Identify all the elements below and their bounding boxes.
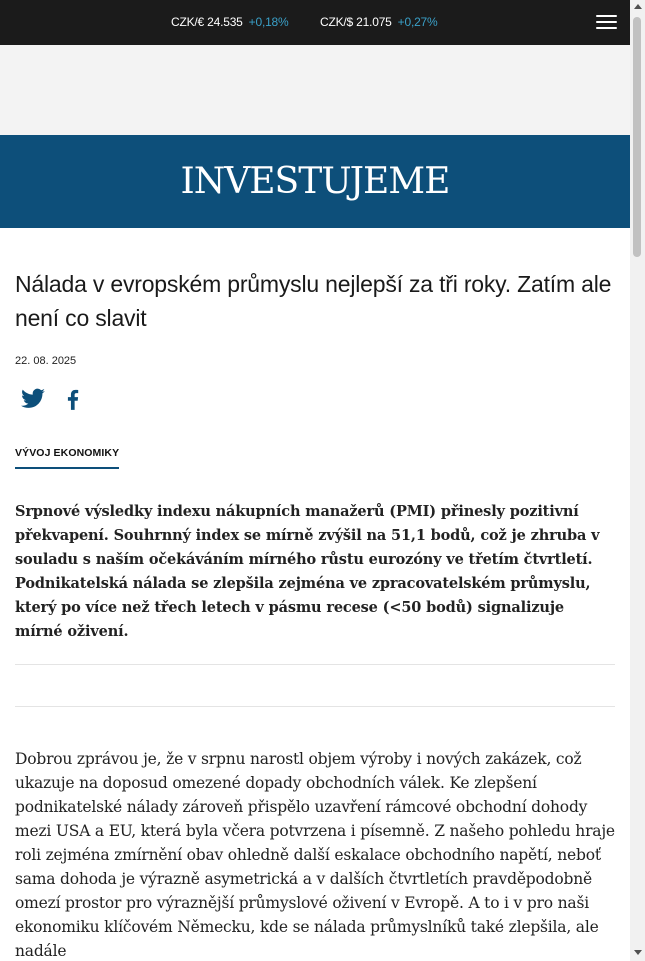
ticker-pair: CZK/€ 24.535 <box>171 15 243 29</box>
article-lead: Srpnové výsledky indexu nákupních manažerů (PMI) přinesly pozitivní překvapení. Souhrnný index se mírně zvýšil na 51,1 bodů, což je zhruba v souladu s naším očekáváním mírného růstu eurozóny ve třetím čtvrtletí. Podnikatelská nálada se zlepšila zejména ve zpracovatelském průmyslu, který po více než třech letech v pásmu recese (<50 bodů) signalizuje mírné oživení. <box>15 503 600 640</box>
article-body: Dobrou zprávou je, že v srpnu narostl objem výroby i nových zakázek, což ukazuje na doposud omezené dopady obchodních válek. Ke zlepšení podnikatelské nálady zároveň přispělo uzavření rámcové obchodní dohody mezi USA a EU, která byla včera potvrzena i písemně. Z našeho pohledu hraje roli zejména zmírnění obav ohledně další eskalace obchodního napětí, neboť sama dohoda je výrazně asymetrická a v dalších čtvrtletích pravděpodobně omezí prostor pro výraznější průmyslové oživení v Evropě. A to i v pro naši ekonomiku klíčovém Německu, kde se nálada průmyslníků také zlepšila, ale nadále <box>15 750 615 960</box>
ad-placeholder <box>0 45 630 135</box>
ticker-pair: CZK/$ 21.075 <box>320 15 392 29</box>
article-title: Nálada v evropském průmyslu nejlepší za tři roky. Zatím ale není co slavit <box>15 271 612 331</box>
scrollbar-thumb[interactable] <box>633 17 641 257</box>
ticker-item-eur <box>171 15 289 29</box>
facebook-icon[interactable] <box>60 386 86 412</box>
twitter-icon[interactable] <box>20 386 46 412</box>
hamburger-icon[interactable] <box>596 13 618 31</box>
ticker-change: +0,27% <box>397 15 438 29</box>
article-date: 22. 08. 2025 <box>15 355 77 367</box>
category-tag[interactable]: VÝVOJ EKONOMIKY <box>15 447 119 469</box>
divider <box>15 664 615 665</box>
site-logo[interactable]: INVESTUJEME <box>180 161 450 202</box>
ticker-item-usd <box>320 15 438 29</box>
scroll-up-arrow-icon[interactable] <box>634 4 642 9</box>
scroll-down-arrow-icon[interactable] <box>634 950 642 955</box>
divider <box>15 706 615 707</box>
ticker-change: +0,18% <box>248 15 289 29</box>
scrollbar[interactable] <box>630 0 645 961</box>
currency-ticker <box>0 0 630 45</box>
